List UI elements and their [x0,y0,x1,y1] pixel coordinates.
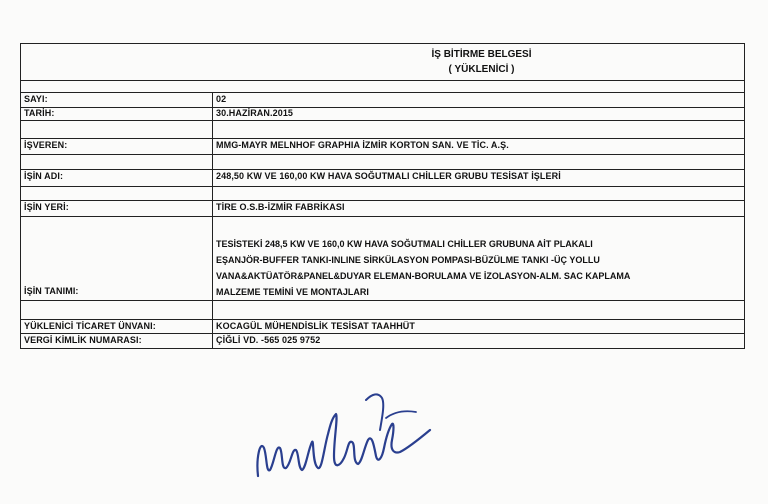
value-vergi: ÇİĞLİ VD. -565 025 9752 [216,335,321,345]
label-sayi: SAYI: [24,94,48,104]
description-line: MALZEME TEMİNİ VE MONTAJLARI [216,287,369,297]
value-tarih: 30.HAZİRAN.2015 [216,108,294,118]
value-isin-tanimi [216,236,741,300]
signature-stroke [386,411,416,418]
signature-stroke [366,394,383,430]
table-rule [20,333,745,334]
value-sayi: 02 [216,94,227,104]
value-yuklenici: KOCAGÜL MÜHENDİSLİK TESİSAT TAAHHÜT [216,321,415,331]
value-isin-adi: 248,50 KW VE 160,00 KW HAVA SOĞUTMALI CHİLLER GRUBU TESİSAT İŞLERİ [216,171,561,181]
table-rule [20,348,745,349]
table-rule [20,43,745,44]
table-rule [20,92,745,93]
table-rule [20,319,745,320]
value-isveren: MMG-MAYR MELNHOF GRAPHIA İZMİR KORTON SAN. VE TİC. A.Ş. [216,140,509,150]
document-title: İŞ BİTİRME BELGESİ [431,49,532,60]
table-rule [20,107,745,108]
label-isin-yeri: İŞİN YERİ: [24,202,69,212]
signature-stroke [257,414,430,476]
table-rule [20,43,21,349]
table-rule [20,300,745,301]
label-isin-adi: İŞİN ADI: [24,171,64,181]
document-subtitle: ( YÜKLENİCİ ) [448,64,515,75]
table-rule [20,154,745,155]
table-column-divider [212,92,213,349]
label-vergi: VERGİ KİMLİK NUMARASI: [24,335,142,345]
table-rule [20,138,745,139]
table-rule [20,200,745,201]
table-rule [20,216,745,217]
table-rule [20,120,745,121]
table-rule [744,43,745,349]
document-form [20,43,745,358]
table-rule [20,80,745,81]
value-isin-yeri: TİRE O.S.B-İZMİR FABRİKASI [216,202,345,212]
label-isveren: İŞVEREN: [24,140,68,150]
table-rule [20,186,745,187]
signature-icon [248,378,438,488]
description-line: VANA&AKTÜATÖR&PANEL&DUYAR ELEMAN-BORULAMA VE İZOLASYON-ALM. SAC KAPLAMA [216,271,631,281]
label-isin-tanimi: İŞİN TANIMI: [24,286,79,296]
label-yuklenici: YÜKLENİCİ TİCARET ÜNVANI: [24,321,156,331]
description-line: EŞANJÖR-BUFFER TANKI-INLINE SİRKÜLASYON POMPASI-BÜZÜLME TANKI -ÜÇ YOLLU [216,255,600,265]
table-rule [20,169,745,170]
label-tarih: TARİH: [24,108,55,118]
description-line: TESİSTEKİ 248,5 KW VE 160,0 KW HAVA SOĞUTMALI CHİLLER GRUBUNA AİT PLAKALI [216,239,593,249]
